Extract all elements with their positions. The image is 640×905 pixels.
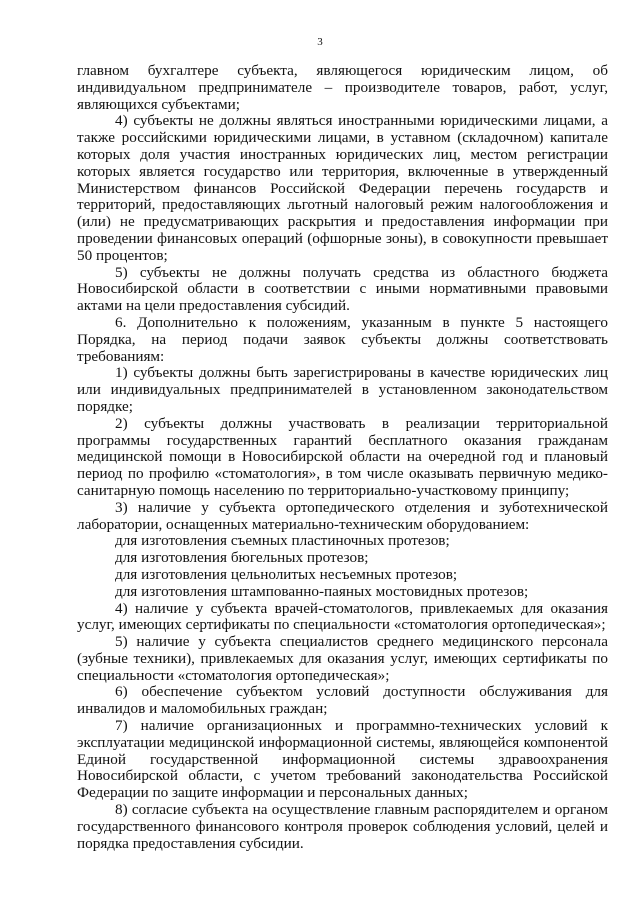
requirement-1: 1) субъекты должны быть зарегистрированы в качестве юридических лиц или индивидуальных предпринимателей в установленном законодательством порядке; (77, 364, 608, 415)
requirement-5: 5) наличие у субъекта специалистов среднего медицинского персонала (зубные техники), привлекаемых для оказания услуг, имеющих сертификаты по специальности «стоматология ортопедическая»; (77, 633, 608, 684)
requirement-4: 4) наличие у субъекта врачей-стоматологов, привлекаемых для оказания услуг, имеющих сертификаты по специальности «стоматология ортопедическая»; (77, 599, 608, 634)
equipment-list-item: для изготовления штампованно-паяных мостовидных протезов; (115, 582, 529, 600)
paragraph-item-5: 5) субъекты не должны получать средства из областного бюджета Новосибирской области в соответствии с иными нормативными правовыми актами на цели предоставления субсидий. (77, 263, 608, 315)
equipment-list-item: для изготовления бюгельных протезов; (115, 549, 369, 567)
requirement-2: 2) субъекты должны участвовать в реализации территориальной программы государственных гарантий бесплатного оказания гражданам медицинской помощи в Новосибирской области на очередной год и плановый период по профилю «стоматология», в том числе оказывать первичную медико-санитарную помощь населению по территориально-участковому принципу; (77, 414, 608, 499)
paragraph: главном бухгалтере субъекта, являющегося юридическим лицом, об индивидуальном предпринимателе – производителе товаров, работ, услуг, являющихся субъектами; (77, 62, 608, 113)
requirement-8: 8) согласие субъекта на осуществление главным распорядителем и органом государственного финансового контроля проверок соблюдения условий, целей и порядка предоставления субсидии. (77, 801, 608, 852)
requirement-3: 3) наличие у субъекта ортопедического отделения и зуботехнической лаборатории, оснащенных материально-техническим оборудованием: (77, 498, 608, 533)
section-6-heading: 6. Дополнительно к положениям, указанным в пункте 5 настоящего Порядка, на период подачи заявок субъекты должны соответствовать требованиям: (77, 313, 608, 365)
equipment-list-item: для изготовления цельнолитых несъемных протезов; (115, 565, 458, 583)
document-body (77, 63, 608, 852)
requirement-6: 6) обеспечение субъектом условий доступности обслуживания для инвалидов и маломобильных граждан; (77, 683, 608, 718)
page-number: 3 (317, 36, 323, 48)
paragraph-item-4: 4) субъекты не должны являться иностранными юридическими лицами, а также российскими юридическими лицами, в уставном (складочном) капитале которых доля участия иностранных юридических лиц, местом регистрации которых является государство или территория, включенные в утвержденный Министерством финансов Российской Федерации перечень государств и территорий, предоставляющих льготный налоговый режим налогообложения и (или) не предусматривающих раскрытия и предоставления информации при проведении финансовых операций (офшорные зоны), в совокупности превышает 50 процентов; (77, 112, 608, 264)
equipment-list-item: для изготовления съемных пластиночных протезов; (115, 532, 450, 550)
requirement-7: 7) наличие организационных и программно-технических условий к эксплуатации медицинской информационной системы, являющейся компонентой Единой государственной информационной системы здравоохранения Новосибирской области, с учетом требований законодательства Российской Федерации по защите информации и персональных данных; (77, 717, 608, 802)
